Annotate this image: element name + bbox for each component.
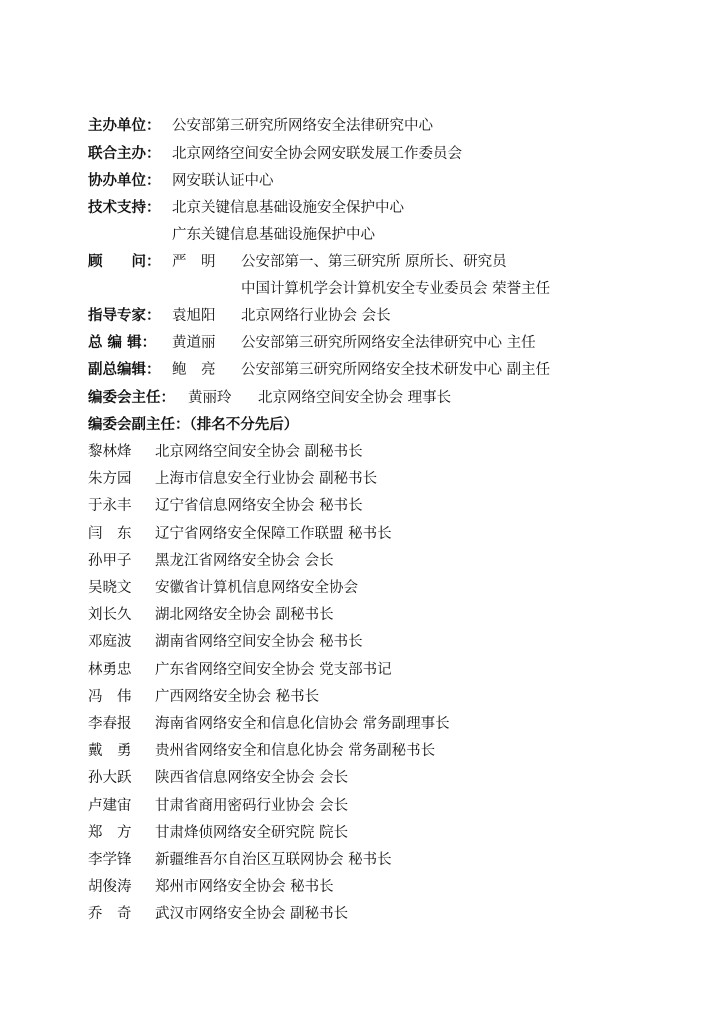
member-name: 吴晓文 — [88, 580, 132, 596]
member-title: 贵州省网络安全和信息化协会 常务副秘书长 — [155, 743, 436, 759]
expert-name: 袁旭阳 — [172, 308, 216, 324]
member-title: 甘肃省商用密码行业协会 会长 — [155, 798, 349, 814]
advisor-title-1: 公安部第一、第三研究所 原所长、研究员 — [241, 254, 507, 270]
tech-support-value-1: 北京关键信息基础设施安全保护中心 — [172, 200, 404, 216]
member-name: 乔 奇 — [88, 906, 132, 922]
member-title: 郑州市网络安全协会 秘书长 — [155, 879, 334, 895]
member-title: 陕西省信息网络安全协会 会长 — [155, 770, 349, 786]
member-name: 孙甲子 — [88, 553, 132, 569]
host-label: 主办单位： — [88, 118, 161, 134]
committee-director-title: 北京网络空间安全协会 理事长 — [258, 390, 452, 406]
member-title: 辽宁省网络安全保障工作联盟 秘书长 — [155, 526, 392, 542]
committee-director-label: 编委会主任： — [88, 390, 175, 406]
member-name: 闫 东 — [88, 526, 132, 542]
advisor-title-2: 中国计算机学会计算机安全专业委员会 荣誉主任 — [241, 281, 551, 297]
member-name: 戴 勇 — [88, 743, 132, 759]
member-title: 湖北网络安全协会 副秘书长 — [155, 607, 334, 623]
member-title: 广西网络安全协会 秘书长 — [155, 689, 320, 705]
committee-director-name: 黄丽玲 — [188, 390, 232, 406]
co-organizer-value: 网安联认证中心 — [172, 173, 274, 189]
member-name: 黎林烽 — [88, 444, 132, 460]
member-name: 冯 伟 — [88, 689, 132, 705]
member-name: 李春报 — [88, 716, 132, 732]
member-name: 朱方园 — [88, 471, 132, 487]
member-name: 孙大跃 — [88, 770, 132, 786]
advisor-name: 严 明 — [172, 254, 216, 270]
member-title: 上海市信息安全行业协会 副秘书长 — [155, 471, 378, 487]
member-name: 林勇忠 — [88, 662, 132, 678]
deputy-directors-heading: 编委会副主任：（排名不分先后） — [88, 417, 299, 433]
chief-editor-name: 黄道丽 — [172, 335, 216, 351]
member-title: 广东省网络空间安全协会 党支部书记 — [155, 662, 392, 678]
member-title: 新疆维吾尔自治区互联网协会 秘书长 — [155, 852, 392, 868]
co-organizer-label: 协办单位： — [88, 173, 161, 189]
member-name: 李学锋 — [88, 852, 132, 868]
deputy-chief-editor-label: 副总编辑： — [88, 362, 161, 378]
chief-editor-label: 总 编 辑： — [88, 335, 157, 351]
member-name: 刘长久 — [88, 607, 132, 623]
member-title: 北京网络空间安全协会 副秘书长 — [155, 444, 363, 460]
expert-label: 指导专家： — [88, 308, 161, 324]
expert-title: 北京网络行业协会 会长 — [241, 308, 391, 324]
chief-editor-title: 公安部第三研究所网络安全法律研究中心 主任 — [241, 335, 536, 351]
member-name: 郑 方 — [88, 825, 132, 841]
member-title: 黑龙江省网络安全协会 会长 — [155, 553, 334, 569]
member-title: 武汉市网络安全协会 副秘书长 — [155, 906, 349, 922]
member-name: 于永丰 — [88, 498, 132, 514]
advisor-label: 顾 问： — [88, 254, 161, 270]
member-title: 安徽省计算机信息网络安全协会 — [155, 580, 358, 596]
deputy-chief-editor-title: 公安部第三研究所网络安全技术研发中心 副主任 — [241, 362, 551, 378]
member-title: 湖南省网络空间安全协会 秘书长 — [155, 634, 363, 650]
member-name: 胡俊涛 — [88, 879, 132, 895]
cohost-label: 联合主办： — [88, 146, 161, 162]
tech-support-value-2: 广东关键信息基础设施保护中心 — [172, 227, 375, 243]
member-name: 邓庭波 — [88, 634, 132, 650]
host-value: 公安部第三研究所网络安全法律研究中心 — [172, 118, 433, 134]
member-title: 甘肃烽侦网络安全研究院 院长 — [155, 825, 349, 841]
tech-support-label: 技术支持： — [88, 200, 161, 216]
deputy-chief-editor-name: 鲍 亮 — [172, 362, 216, 378]
member-name: 卢建宙 — [88, 798, 132, 814]
member-title: 海南省网络安全和信息化信协会 常务副理事长 — [155, 716, 450, 732]
member-title: 辽宁省信息网络安全协会 秘书长 — [155, 498, 363, 514]
cohost-value: 北京网络空间安全协会网安联发展工作委员会 — [172, 146, 462, 162]
